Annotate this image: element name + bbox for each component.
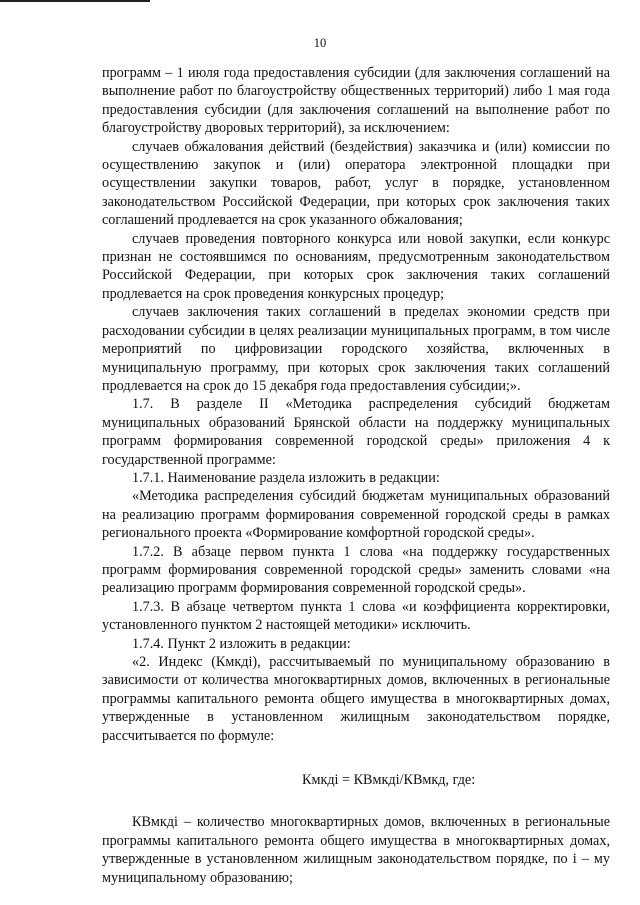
paragraph-exception-retender: случаев проведения повторного конкурса или новой закупки, если конкурс признан не состоявшимся по основаниям, предусмотренным законодательством Российской Федерации, при которых срок заключения таких соглашений продлевается на срок проведения конкурсных процедур; [102,230,610,302]
paragraph-1-7: 1.7. В разделе II «Методика распределения субсидий бюджетам муниципальных образований Брянской области на поддержку муниципальных программ формирования современной городской среды» приложения 4 к государственной программе: [102,396,610,468]
paragraph-point-2: «2. Индекс (Кмкдi), рассчитываемый по муниципальному образованию в зависимости от количества многоквартирных домов, включенных в региональные программы капитального ремонта общего имущества в многоквартирных домах, утвержденные в установленном жилищным законодательством порядке, рассчитывается по формуле: [102,654,610,744]
formula: Кмкдi = КВмкдi/КВмкд, где: [302,772,476,789]
top-rule [0,0,150,2]
page-number: 10 [313,36,327,50]
paragraph-1-7-3: 1.7.3. В абзаце четвертом пункта 1 слова «и коэффициента корректировки, установленного пунктом 2 настоящей методики» исключить. [102,598,610,634]
paragraph-1-7-2: 1.7.2. В абзаце первом пункта 1 слова «на поддержку государственных программ формирования современной городской среды» заменить словами «на реализацию программ формирования современной городской среды». [102,543,610,597]
paragraph-continuation: программ – 1 июля года предоставления субсидии (для заключения соглашений на выполнение работ по благоустройству общественных территорий) либо 1 мая года предоставления субсидии (для заключения соглашений на выполнение работ по благоустройству дворовых территорий), за исключением: [102,65,610,137]
paragraph-1-7-1: 1.7.1. Наименование раздела изложить в редакции: [132,469,440,486]
paragraph-1-7-4: 1.7.4. Пункт 2 изложить в редакции: [132,635,351,652]
paragraph-section-title: «Методика распределения субсидий бюджетам муниципальных образований на реализацию программ формирования современной городской среды в рамках регионального проекта «Формирование комфортной городской среды». [102,488,610,542]
document-body [102,64,610,887]
paragraph-definition: КВмкдi – количество многоквартирных домов, включенных в региональные программы капитального ремонта общего имущества в многоквартирных домах, утвержденные в установленном жилищным законодательством порядке, по i – му муниципальному образованию; [102,814,610,886]
paragraph-exception-appeal: случаев обжалования действий (бездействия) заказчика и (или) комиссии по осуществлению закупок и (или) оператора электронной площадки при осуществлении закупки товаров, работ, услуг в порядке, установленном законодательством Российской Федерации, при которых срок заключения таких соглашений продлевается на срок указанного обжалования; [102,138,610,229]
paragraph-exception-savings: случаев заключения таких соглашений в пределах экономии средств при расходовании субсидии в целях реализации муниципальных программ, в том числе мероприятий по цифровизации городского хозяйства, включенных в муниципальную программу, при которых срок заключения таких соглашений продлевается на срок до 15 декабря года предоставления субсидии;». [102,304,610,394]
